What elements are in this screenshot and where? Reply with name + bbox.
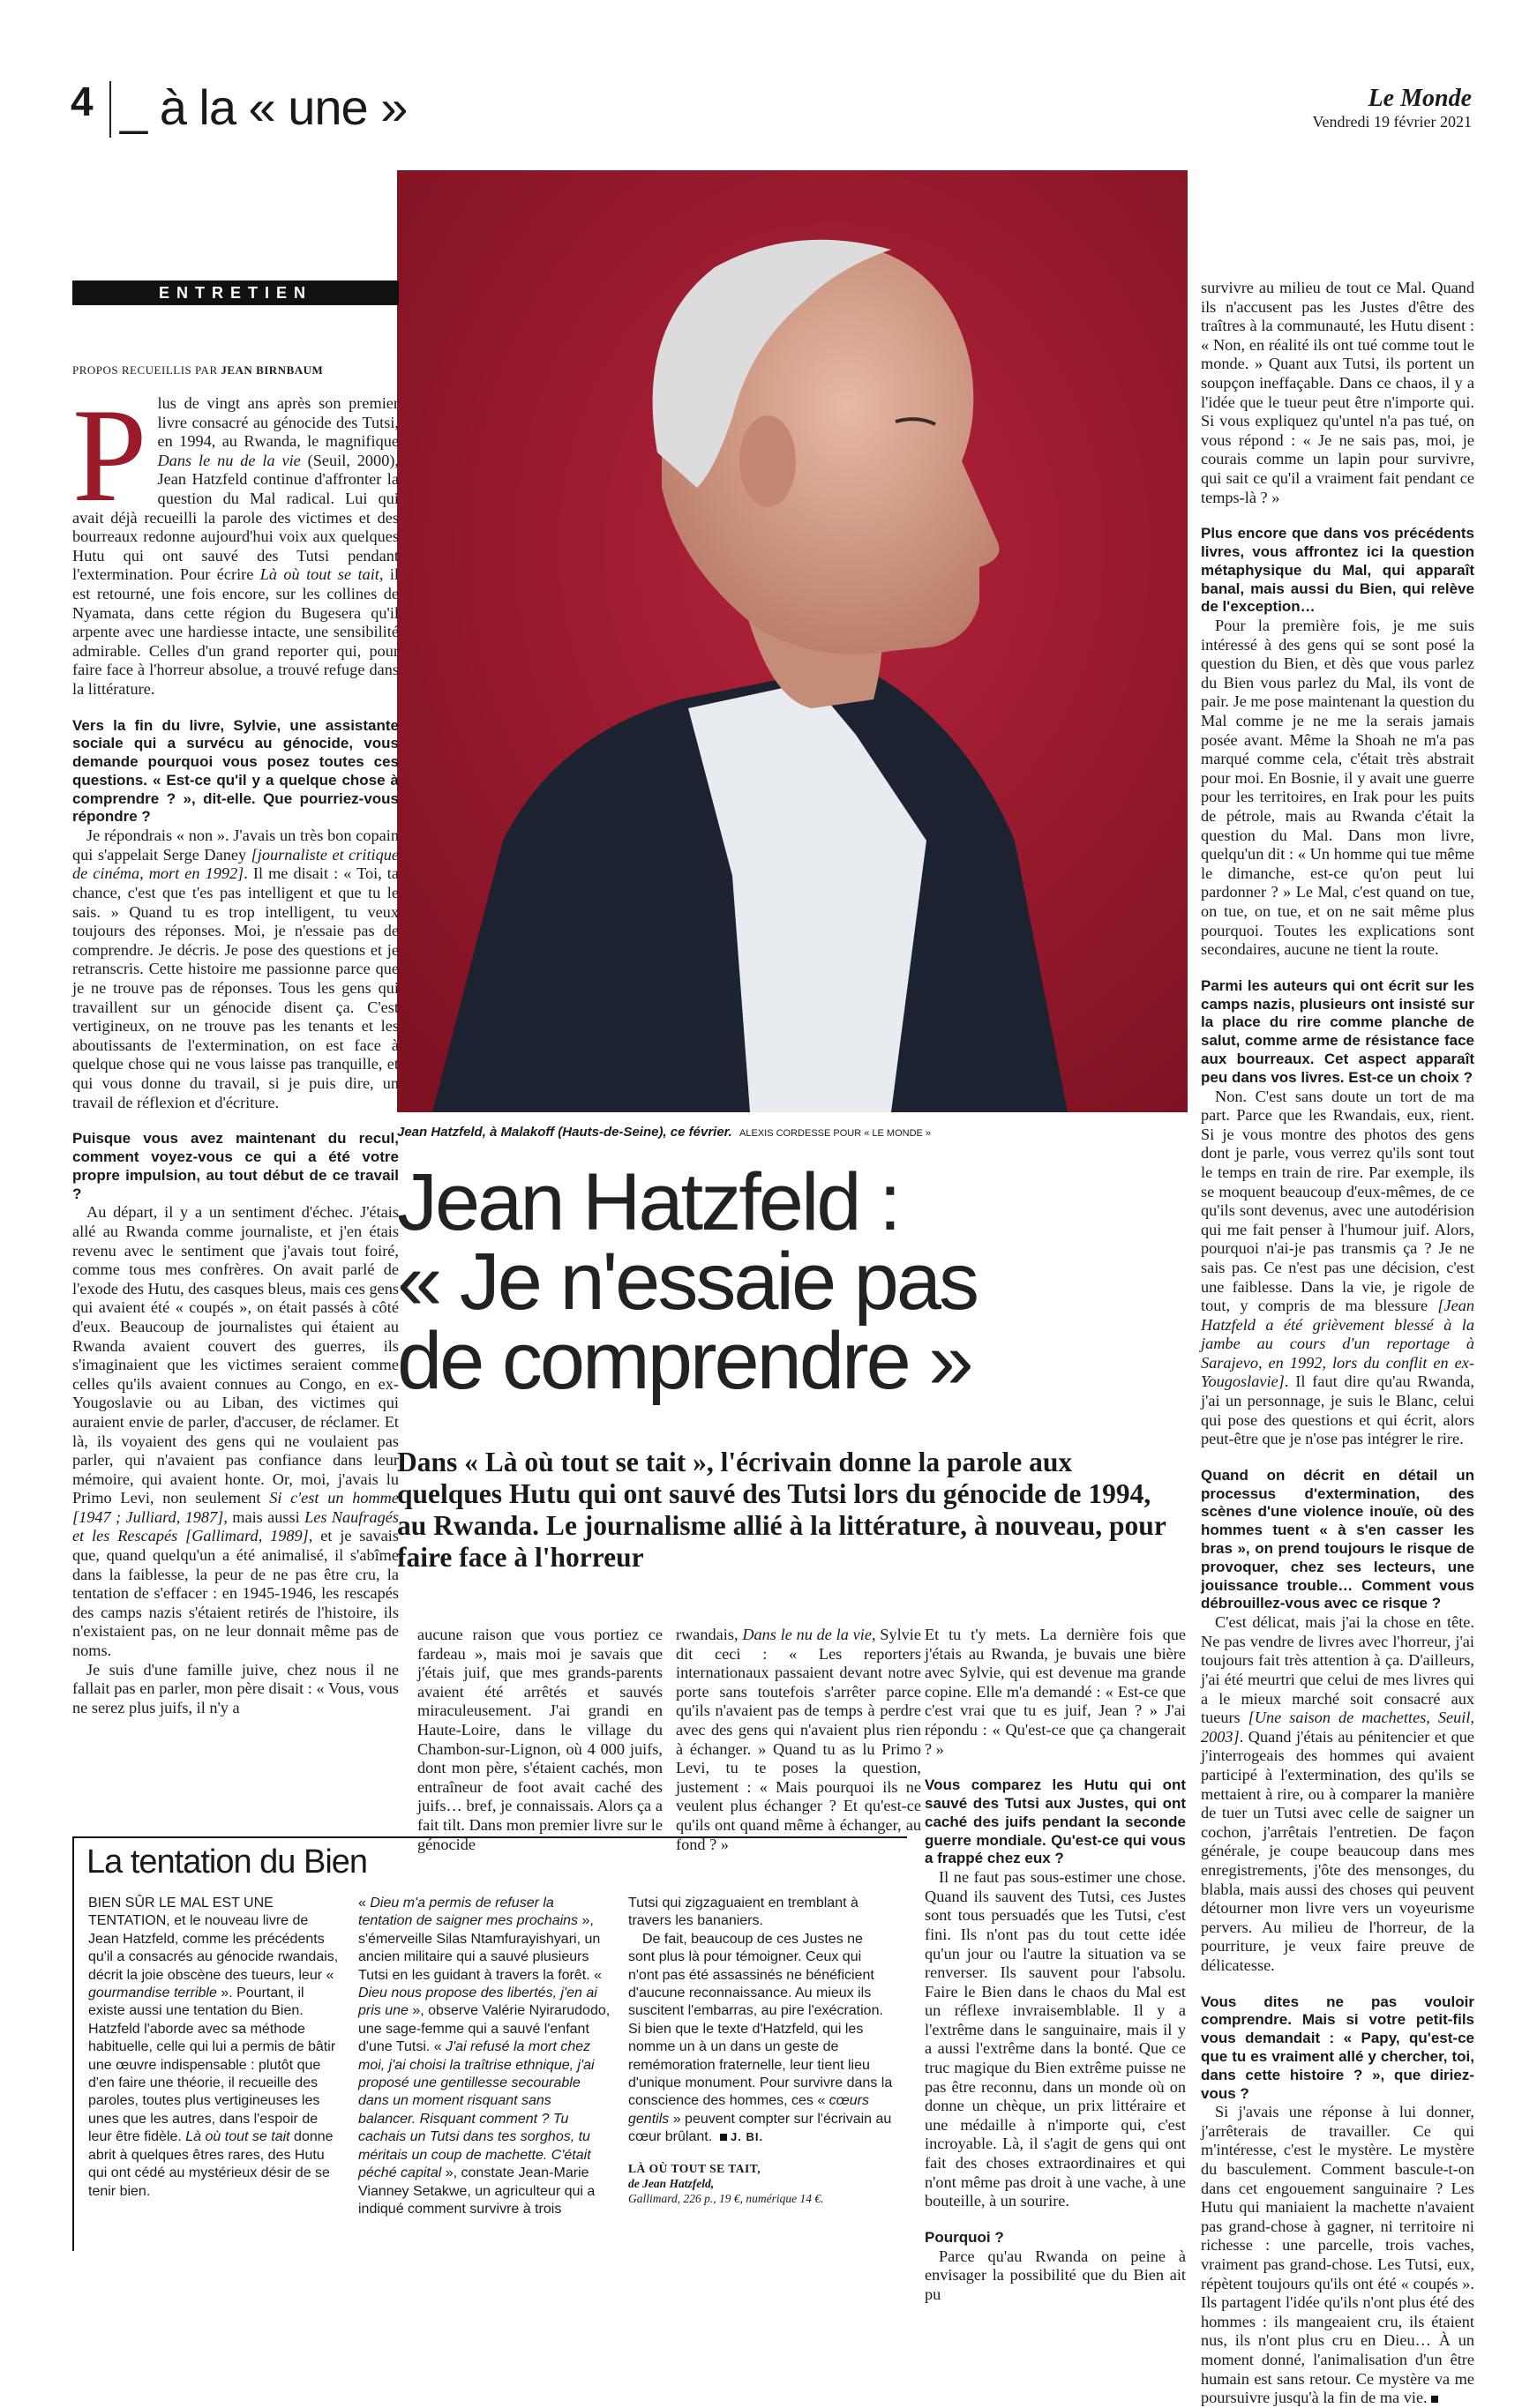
interview-answer: Si j'avais une réponse à lui donner, j'arrêterais de travailler. Ce qui m'intéresse, c'est le mystère. Le mystère du basculement. Comment bascule-t-on dans cet engouement sanguinaire ? Les Hutu qui maniaient la machette n'avaient pas grand-chose à gagner, ni territoire ni richesse : une parcelle, trois vaches, vraiment pas grand-chose. Les Tutsi, eux, répètent toujours qu'ils ont été « coupés ». Ils partagent l'idée qu'ils n'ont plus été des hommes : ils mangeaient cru, ils étaient nus, ils n'ont plus cru en Dieu… À un moment donné, l'animalisation d'un être humain est sans retour. Ce mystère va me poursuivre jusqu'à la fin de ma vie. bbox=[1201, 2103, 1474, 2407]
interview-question: Quand on décrit en détail un processus d'extermination, des scènes d'une violence inouïe, où des hommes tuent « à s'en casser les bras », on prend toujours le risque de provoquer, chez ses lecteurs, une jouissance trouble… Comment vous débrouillez-vous avec ce risque ? bbox=[1201, 1466, 1474, 1612]
book-reference bbox=[628, 2161, 893, 2206]
section-rubric: _ à la « une » bbox=[120, 79, 408, 135]
article-column-3: rwandais, Dans le nu de la vie, Sylvie dit ceci : « Les reporters internationaux passaient devant notre porte sans toutefois s'arrêter parce qu'ils n'avaient pas de temps à perdre avec des gens qui n'avaient plus rien à échanger. » Quand tu as lu Primo Levi, tu te poses la question, justement : « Mais pourquoi ils ne veulent plus échanger ? Et qu'est-ce qu'ils ont quand même à échanger, au fond ? » bbox=[676, 1626, 921, 1853]
interview-answer: Je suis d'une famille juive, chez nous il ne fallait pas en parler, mon père disait : « Vous, vous ne serez plus juifs, il n'y a bbox=[72, 1660, 399, 1716]
interview-answer: C'est délicat, mais j'ai la chose en tête. Ne pas vendre de livres avec l'horreur, j'ai toujours fait très attention à ça. D'ailleurs, j'ai été meurtri que celui de mes livres qui a le mieux marché soit consacré aux tueurs [Une saison de machettes, Seuil, 2003]. Quand j'étais au pénitencier et que j'interrogeais des hommes qui avaient participé à l'extermination, des qu'ils se mettaient à rire, ou à comparer la manière de tuer un Tutsi avec celle de saigner un cochon, j'arrêtais l'entretien. De façon générale, je coupe beaucoup dans mes enregistrements, j'ôte des mensonges, du blabla, mais aussi des choses qui peuvent détourner mon livre vers un voyeurisme pervers. Au milieu de l'horreur, de la pourriture, je veux faire preuve de délicatesse. bbox=[1201, 1613, 1474, 1974]
byline bbox=[72, 363, 399, 378]
interview-question: Vous dites ne pas vouloir comprendre. Mais si votre petit-fils vous demandait : « Papy, qu'est-ce que tu es vraiment allé y chercher, toi, dans cette histoire ? », que diriez-vous ? bbox=[1201, 1993, 1474, 2102]
interview-question: Vous comparez les Hutu qui ont sauvé des Tutsi aux Justes, qui ont caché des juifs pendant la seconde guerre mondiale. Qu'est-ce qui vous a frappé chez eux ? bbox=[925, 1776, 1186, 1867]
book-author: de Jean Hatzfeld, bbox=[628, 2176, 715, 2190]
interview-answer: Je répondrais « non ». J'avais un très bon copain qui s'appelait Serge Daney [journaliste et critique de cinéma, mort en 1992]. Il me disait : « Toi, ta chance, c'est que t'es pas intelligent et que tu le sais. » Quand tu es trop intelligent, tu veux toujours des réponses. Moi, je n'essaie pas de comprendre. Je décris. Je pose des questions et je retranscris. Cette histoire me passionne parce que je ne trouve pas de réponses. Tous les gens qui travaillent sur un génocide disent ça. C'est vertigineux, on ne trouve pas les tenants et les aboutissants de l'extermination, on est face à quelque chose qui ne vous laisse pas tranquille, et qui vous donne du travail, si je puis dire, un travail de réflexion et d'écriture. bbox=[72, 826, 400, 1111]
book-title: LÀ OÙ TOUT SE TAIT, bbox=[628, 2161, 761, 2175]
newspaper-logo: Le Monde bbox=[1368, 85, 1472, 112]
drop-cap: P bbox=[72, 381, 147, 529]
interview-question: Vers la fin du livre, Sylvie, une assistante sociale qui a survécu au génocide, vous demande pourquoi vous posez toutes ces questions. « Est-ce qu'il y a quelque chose à comprendre ? », dit-elle. Que pourriez-vous répondre ? bbox=[72, 716, 399, 826]
article-column-right: survivre au milieu de tout ce Mal. Quand ils n'accusent pas les Justes d'être des traîtres à la communauté, les Hutu disent : « Non, en réalité ils ont tué comme tout le monde. » Quant aux Tutsi, ils portent un soupçon ineffaçable. Dans ce chaos, il y a l'idée que le tueur peut être n'importe qui. Si vous expliquez qu'untel n'a pas tué, on vous répond : « Je ne sais pas, moi, je courais comme un lapin pour survivre, qui sait ce qu'il a vraiment fait pendant ce temps-là ? » Plus encore que dans vos précédents livres, vous affrontez ici la question métaphysique du Mal, qui apparaît banal, mais aussi du Bien, qui relève de l'exception… Pour la première fois, je me suis intéressé à des gens qui se sont posé la question du Bien, et dès que vous parlez du Bien vous parlez du Mal, ils vont de pair. Je me pose maintenant la question du Mal comme je ne me la serais jamais posée avant. Même la Shoah ne m'a pas marqué comme cela, c'était très abstrait pour moi. En Bosnie, il y avait une guerre pour les territoires, en Irak pour les puits de pétrole, mais au Rwanda c'était la question du Mal. Dans mon livre, quelqu'un dit : « Un homme qui tue même le dimanche, est-ce qu'on peut lui pardonner ? » Le Mal, c'est quand on tue, on tue, on tue, et on ne sait même plus pourquoi. Toutes les explications sont secondaires, aucune ne tient la route. Parmi les auteurs qui ont écrit sur les camps nazis, plusieurs ont insisté sur la place du rire comme planche de salut, comme arme de résistance face aux bourreaux. Cet aspect apparaît peu dans vos livres. Est-ce un choix ? Non. C'est sans doute un tort de ma part. Parce que les Rwandais, eux, rient. Si je vous montre des photos des gens dont je parle, vous verrez qu'ils sont tout le temps en train de rire. Par exemple, ils se moquent beaucoup d'eux-mêmes, de ce qu'ils sont devenus, avec une autodérision qui me fait penser à l'humour juif. Alors, pourquoi n'ai-je pas transmis ça ? Je ne sais pas. Ce n'est pas une décision, c'est une faiblesse. Dans la vie, je rigole de tout, y compris de ma blessure [Jean Hatzfeld a été grièvement blessé à la jambe au cours d'un reportage à Sarajevo, en 1992, lors du conflit en ex-Yougoslavie]. Il faut dire qu'au Rwanda, j'ai un personnage, je suis le Blanc, celui qui pose des questions et qui écrit, alors peut-être que je n'ose pas intégrer le rire. Quand on décrit en détail un processus d'extermination, des scènes d'une violence inouïe, où des hommes tuent « à s'en casser les bras », on prend toujours le risque de provoquer, chez ses lecteurs, une jouissance trouble… Comment vous débrouillez-vous avec ce risque ? C'est délicat, mais j'ai la chose en tête. Ne pas vendre de livres avec l'horreur, j'ai toujours fait très attention à ça. D'ailleurs, j'ai été meurtri que celui de mes livres qui a le mieux marché soit consacré aux tueurs [Une saison de machettes, Seuil, 2003]. Quand j'étais au pénitencier et que j'interrogeais des hommes qui avaient participé à l'extermination, des qu'ils se mettaient à rire, ou à comparer la manière de tuer un Tutsi avec celle de saigner un cochon, j'arrêtais l'entretien. De façon générale, je coupe beaucoup dans mes enregistrements, j'ôte des mensonges, du blabla, mais aussi des choses qui peuvent détourner mon livre vers un voyeurisme pervers. Au milieu de l'horreur, de la pourriture, je veux faire preuve de délicatesse. Vous dites ne pas vouloir comprendre. Mais si votre petit-fils vous demandait : « Papy, qu'est-ce que tu es vraiment allé y chercher, toi, dans cette histoire ? », que diriez-vous ? Si j'avais une réponse à lui donner, j'arrêterais de travailler. Ce qui m'intéresse, c'est le mystère. Le mystère du basculement. Comment bascule-t-on dans cet engouement sanguinaire ? Les Hutu qui maniaient la machette n'avaient pas grand-chose à gagner, ni territoire ni richesse : une parcelle, trois vaches, vraiment pas grand-chose. Les Tutsi, eux, répètent toujours qu'ils ont été « coupés ». Ils partagent l'idée qu'ils n'ont plus été des hommes : ils mangeaient cru, ils étaient nus, ils n'ont plus cru en Dieu… À un moment donné, l'animalisation d'un être humain est sans retour. Ce mystère va me poursuivre jusqu'à la fin de ma vie. bbox=[1201, 279, 1474, 2407]
sidebar-column-1: BIEN SÛR LE MAL EST UNE TENTATION, et le nouveau livre de Jean Hatzfeld, comme les précédents qu'il a consacrés au génocide rwandais, décrit la joie obscène des tueurs, leur « gourmandise terrible ». Pourtant, il existe aussi une tentation du Bien. Hatzfeld l'aborde avec sa méthode habituelle, celle qui lui a permis de bâtir une œuvre indispensable : plutôt que d'en faire une théorie, il recueille des paroles, toutes plus vertigineuses les unes que les autres, dans l'espoir de leur être fidèle. Là où tout se tait donne abrit à quelques êtres rares, des Hutu qui ont cédé au mystérieux désir de se tenir bien. bbox=[88, 1896, 339, 2199]
interview-answer: Parce qu'au Rwanda on peine à envisager la possibilité que du Bien ait pu bbox=[925, 2247, 1186, 2303]
photo-caption bbox=[397, 1125, 1188, 1140]
article-column-4: Et tu t'y mets. La dernière fois que j'étais au Rwanda, je buvais une bière avec Sylvie, qui est devenue ma grande copine. Elle m'a demandé : « Est-ce que c'est vrai que tu es juif, Jean ? » J'ai répondu : « Qu'est-ce que ça changerait ? » Vous comparez les Hutu qui ont sauvé des Tutsi aux Justes, qui ont caché des juifs pendant la seconde guerre mondiale. Qu'est-ce qui vous a frappé chez eux ? Il ne faut pas sous-estimer une chose. Quand ils sauvent des Tutsi, ces Justes sont tous persuadés que les Tutsi, c'est fini. Ils n'ont pas du tout cette idée qu'un jour ou l'autre la situation va se renverser. Ils sauvent pour l'absolu. Faire le Bien dans le chaos du Mal est un réflexe invraisemblable. Il y a l'extrême dans le sanguinaire, mais il y a aussi l'extrême dans la bonté. Que ce truc magique du Bien extrême puisse ne pas être reconnu, dans un monde où on donne un chèque, un prix littéraire et une médaille à n'importe qui, c'est incroyable. Là, il s'agit de gens qui ont fait des choses extraordinaires et qui n'ont même pas droit à une vache, à une bouteille, à un sourire. Pourquoi ? Parce qu'au Rwanda on peine à envisager la possibilité que du Bien ait pu bbox=[925, 1626, 1186, 2303]
author-initials: J. BI. bbox=[731, 2130, 764, 2144]
intro-paragraph: Plus de vingt ans après son premier livre consacré au génocide des Tutsi, en 1994, au Rwanda, le magnifique Dans le nu de la vie (Seuil, 2000), Jean Hatzfeld continue d'affronter la question du Mal radical. Lui qui avait déjà recueilli la parole des victimes et des bourreaux redonne aujourd'hui voix aux quelques Hutu qui ont sauvé des Tutsi pendant l'extermination. Pour écrire Là où tout se tait, il est retourné, une fois encore, sur les collines de Nyamata, dans cette région du Bugesera qu'il arpente avec une hardiesse intacte, une sensibilité admirable. Celles d'un grand reporter qui, pour faire face à l'horreur absolue, a trouvé refuge dans la littérature. bbox=[72, 381, 399, 698]
byline-prefix: PROPOS RECUEILLIS PAR bbox=[72, 363, 218, 377]
article-headline: Jean Hatzfeld : « Je n'essaie pas de comprendre » bbox=[397, 1157, 978, 1406]
portrait-photo bbox=[397, 170, 1188, 1112]
interview-question: Parmi les auteurs qui ont écrit sur les camps nazis, plusieurs ont insisté sur la place du rire comme planche de salut, comme arme de résistance face aux bourreaux. Cet aspect apparaît peu dans vos livres. Est-ce un choix ? bbox=[1201, 976, 1474, 1086]
book-details: Gallimard, 226 p., 19 €, numérique 14 €. bbox=[628, 2191, 824, 2205]
article-column-1 bbox=[72, 381, 400, 1828]
interview-answer: Non. C'est sans doute un tort de ma part. Parce que les Rwandais, eux, rient. Si je vous montre des photos des gens dont je parle, vous verrez qu'ils sont tout le temps en train de rire. Par exemple, ils se moquent beaucoup d'eux-mêmes, de ce qu'ils sont devenus, avec une autodérision qui me fait penser à l'humour juif. Alors, pourquoi n'ai-je pas transmis ça ? Je ne sais pas. Ce n'est pas une décision, c'est une faiblesse. Dans la vie, je rigole de tout, y compris de ma blessure [Jean Hatzfeld a été grièvement blessé à la jambe au cours d'un reportage à Sarajevo, en 1992, lors du conflit en ex-Yougoslavie]. Il faut dire qu'au Rwanda, j'ai un personnage, je suis le Blanc, celui qui pose des questions et qui écrit, alors peut-être que je n'ose pas intégrer le rire. bbox=[1201, 1087, 1474, 1448]
end-mark bbox=[1431, 2396, 1438, 2403]
sidebar-column-2: « Dieu m'a permis de refuser la tentation de saigner mes prochains », s'émerveille Silas Ntamfurayishyari, un ancien militaire qui a sauvé plusieurs Tutsi en les guidant à travers la forêt. « Dieu nous propose des libertés, j'en ai pris une », observe Valérie Nyirarudodo, une sage-femme qui a sauvé l'enfant d'une Tutsi. « J'ai refusé la mort chez moi, j'ai choisi la traîtrise ethnique, j'ai proposé une gentillesse secourable dans un moment risquant sans balancer. Risquant comment ? Tu cachais un Tutsi dans tes sorghos, tu méritais un coup de machette. C'était péché capital », constate Jean-Marie Vianney Setakwe, un agriculteur qui a indiqué comment survivre à trois bbox=[358, 1896, 611, 2217]
ear bbox=[739, 415, 796, 507]
interview-answer: Au départ, il y a un sentiment d'échec. J'étais allé au Rwanda comme journaliste, et j'en étais revenu avec le sentiment que j'avais tout foiré, comme tous mes confrères. On avait parlé de l'exode des Hutu, des casques bleus, mais ces gens qui avaient été « coupés », on était passés à côté d'eux. Beaucoup de journalistes qui étaient au Rwanda avaient couvert des guerres, ils s'imaginaient que les victimes seraient comme celles qu'ils avaient connues au Congo, en ex-Yougoslavie ou au Liban, des victimes qui auraient envie de parler, d'accuser, de réclamer. Et là, ils voyaient des gens qui ne voulaient pas parler, qui n'avaient pas confiance dans leur mémoire, qui avaient honte. Or, moi, j'avais lu Primo Levi, non seulement Si c'est un homme [1947 ; Julliard, 1987], mais aussi Les Naufragés et les Rescapés [Gallimard, 1989], et je savais que, quand quelqu'un a été animalisé, il s'abîme dans la faiblesse, la peur de ne pas être cru, la tentation de s'effacer : en 1945-1946, les rescapés des camps nazis s'étaient retirés de l'histoire, ils n'existaient pas, on ne leur donnait même pas de noms. bbox=[72, 1203, 400, 1660]
sidebar-review-box bbox=[72, 1836, 907, 2251]
interview-answer: Pour la première fois, je me suis intéressé à des gens qui se sont posé la question du Bien, et dès que vous parlez du Bien vous parlez du Mal, ils vont de pair. Je me pose maintenant la question du Mal comme je ne me la serais jamais posée avant. Même la Shoah ne m'a pas marqué comme cela, c'était très abstrait pour moi. En Bosnie, il y avait une guerre pour les territoires, en Irak pour les puits de pétrole, mais au Rwanda c'était la question du Mal. Dans mon livre, quelqu'un dit : « Un homme qui tue même le dimanche, est-ce qu'on peut lui pardonner ? » Le Mal, c'est quand on tue, on tue, on tue, et on ne sait même plus pourquoi. Toutes les explications sont secondaires, aucune ne tient la route. bbox=[1201, 617, 1474, 959]
interview-question: Plus encore que dans vos précédents livres, vous affrontez ici la question métaphysique du Mal, qui apparaît banal, mais aussi du Bien, qui relève de l'exception… bbox=[1201, 525, 1474, 616]
article-standfirst: Dans « Là où tout se tait », l'écrivain donne la parole aux quelques Hutu qui ont sauvé des Tutsi lors du génocide de 1994, au Rwanda. Le journalisme allié à la littérature, à nouveau, pour faire face à l'horreur bbox=[397, 1447, 1166, 1573]
header-divider bbox=[109, 81, 111, 138]
interview-question: Puisque vous avez maintenant du recul, comment voyez-vous ce qui a été votre propre impulsion, au tout début de ce travail ? bbox=[72, 1130, 399, 1202]
interview-question: Pourquoi ? bbox=[925, 2228, 1004, 2246]
photo-credit: ALEXIS CORDESSE POUR « LE MONDE » bbox=[739, 1128, 932, 1139]
interview-answer: Il ne faut pas sous-estimer une chose. Quand ils sauvent des Tutsi, ces Justes sont tous persuadés que les Tutsi, c'est fini. Ils n'ont pas du tout cette idée qu'un jour ou l'autre la situation va se renverser. Ils sauvent pour l'absolu. Faire le Bien dans le chaos du Mal est un réflexe invraisemblable. Il y a l'extrême dans le sanguinaire, mais il y a aussi l'extrême dans la bonté. Que ce truc magique du Bien extrême puisse ne pas être reconnu, dans un monde où on donne un chèque, un prix littéraire et une médaille à n'importe qui, c'est incroyable. Là, il s'agit de gens qui ont fait des choses extraordinaires et qui n'ont même pas droit à une vache, à une bouteille, à un sourire. bbox=[925, 1868, 1186, 2210]
caption-text: Jean Hatzfeld, à Malakoff (Hauts-de-Seine), ce février. bbox=[397, 1125, 732, 1140]
sidebar-title: La tentation du Bien bbox=[86, 1843, 368, 1881]
page-number: 4 bbox=[71, 79, 94, 124]
section-label: ENTRETIEN bbox=[72, 280, 399, 305]
portrait-illustration bbox=[397, 170, 1188, 1112]
end-mark bbox=[720, 2134, 727, 2141]
issue-date: Vendredi 19 février 2021 bbox=[1312, 113, 1472, 131]
article-column-2: aucune raison que vous portiez ce fardeau », mais moi je savais que j'étais juif, que mes grands-parents avaient été arrêtés et sauvés miraculeusement. J'ai grandi en Haute-Loire, dans le village du Chambon-sur-Lignon, où 4 000 juifs, dont mon père, s'étaient cachés, mon entraîneur de foot avait caché des juifs… bref, je connaissais. Alors ça a fait tilt. Dans mon premier livre sur le génocide bbox=[417, 1626, 663, 1853]
byline-author: JEAN BIRNBAUM bbox=[221, 363, 324, 377]
sidebar-column-3: Tutsi qui zigzaguaient en tremblant à travers les bananiers. De fait, beaucoup de ces Justes ne sont plus là pour témoigner. Ceux qui n'ont pas été assassinés ne bénéficient d'aucune reconnaissance. Au mieux ils suscitent l'embarras, au pire l'exécration. Si bien que le texte d'Hatzfeld, qui les nomme un à un dans un geste de remémoration fraternelle, leur tient lieu d'unique monument. Pour survivre dans la conscience des hommes, ces « cœurs gentils » peuvent compter sur l'écrivain au cœur brûlant. J. BI. LÀ OÙ TOUT SE TAIT, de Jean Hatzfeld, Gallimard, 226 p., 19 €, numérique 14 €. bbox=[628, 1896, 893, 2205]
